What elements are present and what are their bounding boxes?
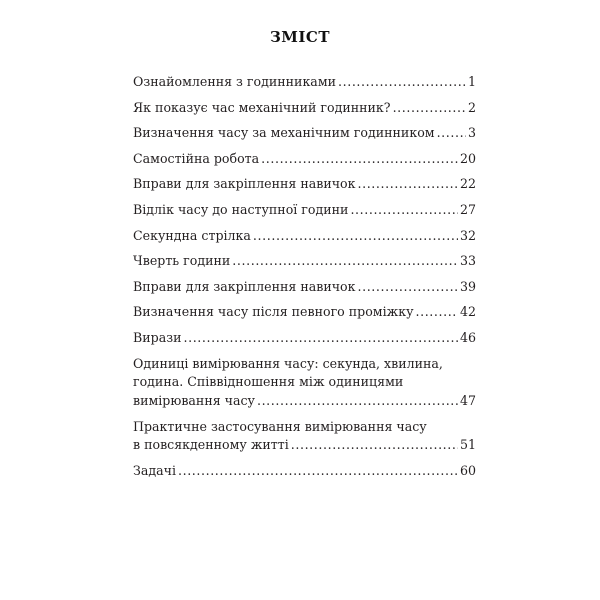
toc-entry-label: Задачі	[133, 463, 176, 479]
toc-entry-label: Самостійна робота	[133, 150, 260, 166]
toc-entry-page: 46	[459, 329, 476, 345]
toc-entry-page: 39	[459, 278, 476, 294]
dot-leader	[253, 227, 458, 245]
dot-leader	[291, 437, 458, 455]
toc-entry	[133, 73, 476, 91]
dot-leader	[350, 201, 458, 219]
toc-entry-label: Визначення часу за механічним годинником	[133, 125, 435, 141]
toc-entry-label-line: година. Співвідношення між одиницями	[133, 374, 404, 390]
page-title: ЗМІСТ	[269, 28, 331, 46]
toc-entry	[133, 124, 476, 142]
dot-leader	[393, 99, 466, 117]
table-of-contents	[133, 73, 476, 488]
toc-entry-page: 60	[459, 463, 476, 479]
dot-leader	[261, 150, 458, 168]
toc-entry-label: Секундна стрілка	[133, 227, 251, 243]
dot-leader	[257, 392, 458, 410]
toc-entry-page: 2	[467, 99, 476, 115]
toc-entry	[133, 150, 476, 168]
dot-leader	[358, 175, 458, 193]
toc-entry-label: Чверть години	[133, 253, 231, 269]
toc-entry-page: 47	[459, 392, 476, 408]
toc-entry-label-line: вимірювання часу	[133, 392, 255, 408]
toc-entry-label: Вправи для закріплення навичок	[133, 176, 356, 192]
toc-entry	[133, 278, 476, 296]
dot-leader	[437, 124, 466, 142]
toc-entry-label: Ознайомлення з годинниками	[133, 74, 337, 89]
dot-leader	[338, 73, 466, 91]
toc-entry-label-line: в повсякденному житті	[133, 437, 289, 453]
dot-leader	[183, 329, 457, 347]
toc-entry	[133, 175, 476, 193]
toc-entry	[133, 462, 476, 480]
toc-entry-label: Як показує час механічний годинник?	[133, 99, 391, 115]
toc-entry-label: Вирази	[133, 329, 182, 345]
toc-entry-page: 1	[467, 74, 476, 89]
toc-entry-label: Відлік часу до наступної години	[133, 201, 349, 217]
toc-entry-page: 22	[459, 176, 476, 192]
toc-entry-page: 3	[467, 125, 476, 141]
toc-entry-last-line	[133, 436, 476, 455]
toc-entry-page: 27	[459, 201, 476, 217]
toc-entry-last-line	[133, 392, 476, 411]
toc-entry	[133, 329, 476, 347]
toc-entry	[133, 252, 476, 270]
toc-entry	[133, 303, 476, 321]
toc-entry-multiline	[133, 355, 476, 411]
toc-entry-label: Вправи для закріплення навичок	[133, 278, 356, 294]
toc-entry	[133, 201, 476, 219]
toc-entry-page: 20	[459, 150, 476, 166]
toc-entry-label-line: Практичне застосування вимірювання часу	[133, 418, 427, 434]
toc-entry-page: 42	[459, 304, 476, 320]
dot-leader	[232, 252, 458, 270]
toc-entry-label: Визначення часу після певного проміжку	[133, 304, 414, 320]
toc-entry-page: 51	[459, 437, 476, 453]
toc-entry	[133, 99, 476, 117]
toc-entry-page: 33	[459, 253, 476, 269]
toc-entry-page: 32	[459, 227, 476, 243]
dot-leader	[358, 278, 458, 296]
dot-leader	[415, 303, 457, 321]
toc-entry-multiline	[133, 418, 476, 455]
dot-leader	[178, 462, 458, 480]
toc-entry	[133, 227, 476, 245]
toc-entry-label-line: Одиниці вимірювання часу: секунда, хвилина,	[133, 355, 443, 371]
